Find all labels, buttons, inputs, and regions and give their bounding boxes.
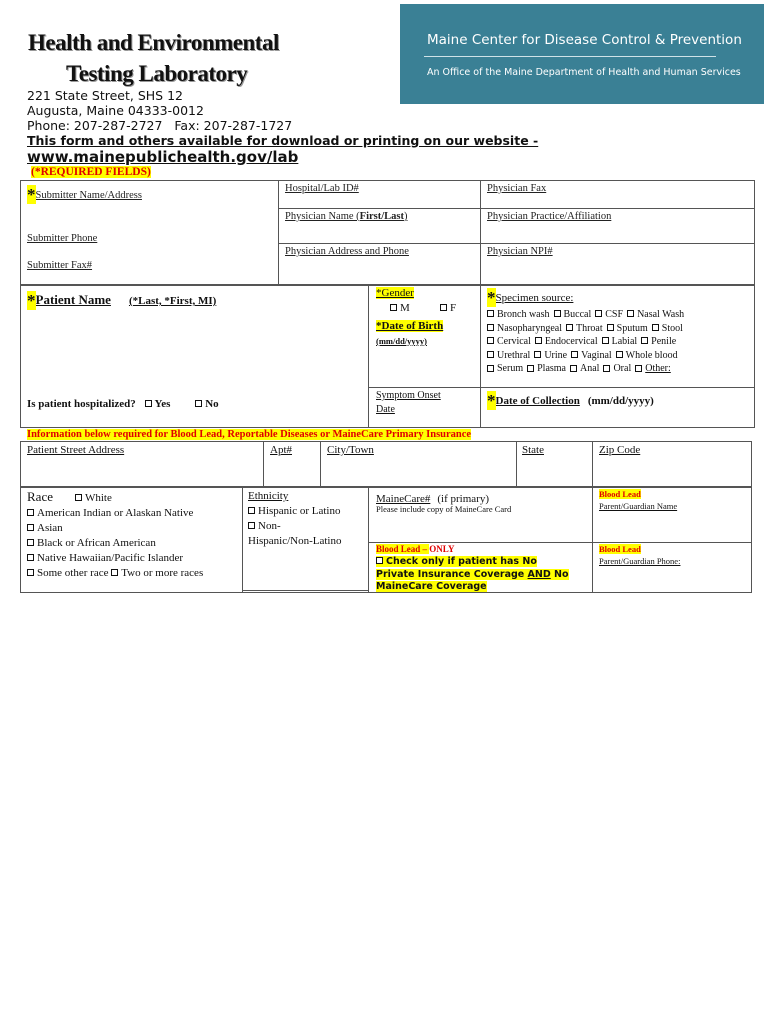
race-option[interactable]: [27, 551, 203, 566]
ethnicity-group: [248, 489, 341, 549]
physician-practice[interactable]: Physician Practice/Affiliation: [487, 211, 612, 222]
phone-fax: Phone: 207-287-2727 Fax: 207-287-1727: [27, 118, 293, 133]
race-two-or-more[interactable]: [111, 567, 203, 579]
physician-address-phone[interactable]: Physician Address and Phone: [285, 246, 409, 257]
specimen-option-label: Bronch wash: [497, 309, 550, 320]
checkbox-icon: [635, 365, 642, 372]
patient-name-hint: (*Last, *First, MI): [128, 295, 217, 307]
banner-title: Maine Center for Disease Control & Prevention: [427, 32, 742, 48]
checkbox-icon: [487, 310, 494, 317]
specimen-options: [487, 308, 752, 376]
specimen-option-label: Endocervical: [544, 336, 598, 348]
race-option-label: Black or African American: [37, 537, 156, 549]
checkbox-icon: [570, 365, 577, 372]
checkbox-icon: [652, 324, 659, 331]
specimen-option-label: Other:: [645, 363, 671, 375]
address-line2: Augusta, Maine 04333-0012: [27, 103, 204, 118]
specimen-option[interactable]: [566, 323, 603, 334]
collection-format: (mm/dd/yyyy): [587, 395, 654, 407]
race-label: Race: [27, 489, 53, 504]
blood-lead-only: [376, 544, 454, 554]
specimen-option[interactable]: [570, 363, 599, 374]
specimen-option[interactable]: [595, 309, 623, 320]
submitter-name-address[interactable]: [27, 183, 142, 203]
dob-label: *Date of Birth: [376, 320, 444, 332]
race-group: [27, 489, 203, 581]
specimen-option-label: Buccal: [563, 309, 592, 320]
race-option[interactable]: [27, 506, 203, 521]
gender-label: *Gender: [376, 287, 414, 299]
checkbox-icon: [195, 400, 202, 407]
zip-code[interactable]: Zip Code: [599, 444, 641, 456]
check-line2-and: AND: [527, 568, 551, 580]
ethnicity-label: Ethnicity: [248, 490, 289, 502]
checkbox-icon: [571, 351, 578, 358]
physician-npi[interactable]: Physician NPI#: [487, 246, 553, 257]
mainecare-hint: (if primary): [437, 493, 489, 505]
submitter-phone[interactable]: Submitter Phone: [27, 233, 98, 244]
checkbox-icon: [535, 337, 542, 344]
required-star: *: [487, 288, 496, 307]
specimen-option[interactable]: [571, 350, 612, 361]
specimen-option[interactable]: [487, 323, 562, 334]
checkbox-icon: [534, 351, 541, 358]
specimen-option-label: Stool: [661, 322, 683, 334]
required-note: (*REQUIRED FIELDS): [31, 166, 151, 178]
checkbox-icon: [487, 324, 494, 331]
physician-name[interactable]: [285, 211, 407, 222]
race-options: [27, 506, 203, 566]
specimen-label-text: Specimen source:: [495, 292, 574, 304]
city-town[interactable]: City/Town: [327, 444, 374, 456]
specimen-option[interactable]: [635, 363, 671, 374]
address-row: [20, 441, 752, 487]
lab-title-line2: Testing Laboratory: [66, 61, 248, 86]
checkbox-icon: [487, 365, 494, 372]
specimen-option-label: Oral: [613, 363, 632, 375]
physician-name-suffix: ): [403, 211, 408, 222]
ethnicity-non-hispanic[interactable]: [248, 519, 341, 534]
specimen-row: [487, 349, 752, 363]
race-option-label: Native Hawaiian/Pacific Islander: [37, 552, 183, 564]
specimen-row: [487, 308, 752, 322]
specimen-option[interactable]: [527, 363, 566, 374]
race-option-label: Asian: [37, 522, 63, 534]
ethnicity-hispanic-label: Hispanic or Latino: [258, 505, 341, 517]
specimen-option[interactable]: [534, 350, 567, 361]
checkbox-icon: [27, 569, 34, 576]
specimen-option[interactable]: [487, 350, 530, 361]
checkbox-icon: [602, 337, 609, 344]
website-link[interactable]: www.mainepublichealth.gov/lab: [27, 148, 299, 166]
specimen-option[interactable]: [554, 309, 592, 320]
checkbox-icon: [145, 400, 152, 407]
guardian-phone[interactable]: Parent/Guardian Phone:: [599, 556, 681, 566]
specimen-row: [487, 362, 752, 376]
checkbox-icon: [390, 304, 397, 311]
download-note: This form and others available for download or printing on our website -: [27, 133, 539, 148]
mainecare-note: Please include copy of MaineCare Card: [376, 504, 512, 514]
specimen-option-label: Plasma: [537, 363, 566, 375]
required-star: *: [487, 391, 496, 410]
physician-fax[interactable]: Physician Fax: [487, 183, 547, 194]
checkbox-icon: [376, 557, 383, 564]
specimen-row: [487, 335, 752, 349]
symptom-onset[interactable]: [376, 389, 441, 417]
patient-street-address[interactable]: Patient Street Address: [27, 444, 125, 456]
blood-lead-only-prefix: Blood Lead –: [376, 544, 430, 554]
checkbox-icon: [27, 554, 34, 561]
race-some-other-label: Some other race: [37, 567, 109, 579]
lab-title: Health and Environmental: [28, 30, 279, 55]
specimen-option-label: Cervical: [497, 336, 531, 348]
specimen-option[interactable]: [607, 323, 648, 334]
race-option-label: American Indian or Alaskan Native: [37, 507, 194, 519]
specimen-option-label: Nasal Wash: [637, 309, 685, 320]
specimen-row: [487, 322, 752, 336]
checkbox-icon: [641, 337, 648, 344]
address-line1: 221 State Street, SHS 12: [27, 88, 183, 103]
checkbox-icon: [440, 304, 447, 311]
checkbox-icon: [248, 522, 255, 529]
yes-label: Yes: [154, 398, 171, 410]
race-option[interactable]: [27, 521, 203, 536]
specimen-option-label: CSF: [605, 309, 624, 320]
patient-name-label: Patient Name: [35, 292, 111, 307]
checkbox-icon: [566, 324, 573, 331]
apt-number[interactable]: Apt#: [270, 444, 292, 456]
guardian-bl1: Blood Lead: [599, 489, 641, 499]
specimen-option[interactable]: [487, 363, 523, 374]
submitter-name-label: Submitter Name/Address: [35, 190, 142, 201]
specimen-option[interactable]: [652, 323, 683, 334]
checkbox-icon: [616, 351, 623, 358]
specimen-option-label: Urine: [544, 349, 568, 361]
submitter-fax[interactable]: Submitter Fax#: [27, 260, 93, 271]
specimen-option-label: Urethral: [497, 349, 531, 361]
hospitalized-no[interactable]: [195, 398, 218, 410]
no-label: No: [205, 398, 219, 410]
race-option[interactable]: [27, 536, 203, 551]
specimen-option[interactable]: [641, 336, 676, 347]
checkbox-icon: [75, 494, 82, 501]
specimen-option-label: Labial: [611, 336, 638, 348]
checkbox-icon: [487, 337, 494, 344]
symptom-onset-line2: Date: [376, 404, 395, 415]
specimen-option[interactable]: [602, 336, 638, 347]
specimen-option-label: Penile: [651, 336, 677, 348]
specimen-option[interactable]: [627, 309, 684, 320]
specimen-option[interactable]: [487, 309, 550, 320]
ethnicity-non-label: Non-: [258, 520, 281, 532]
ethnicity-non-hispanic-label: Hispanic/Non-Latino: [248, 535, 342, 547]
hospitalized-label: Is patient hospitalized?: [27, 398, 136, 410]
specimen-option-label: Serum: [497, 363, 524, 375]
blood-lead-only-word: ONLY: [429, 544, 455, 554]
check-line1: Check only if patient has No: [386, 556, 537, 567]
required-star: *: [27, 291, 36, 310]
race-two-or-more-label: Two or more races: [121, 567, 204, 579]
race-white[interactable]: [75, 492, 112, 504]
checkbox-icon: [627, 310, 634, 317]
specimen-rows: [487, 308, 752, 376]
specimen-option-label: Sputum: [616, 322, 648, 334]
collection-label: Date of Collection: [495, 395, 580, 407]
hospital-lab-id[interactable]: Hospital/Lab ID#: [285, 183, 359, 194]
specimen-option-label: Throat: [575, 322, 603, 334]
specimen-option[interactable]: [603, 363, 631, 374]
hospitalized-question: [27, 398, 219, 410]
required-star: *: [27, 185, 36, 204]
hospitalized-yes[interactable]: [145, 398, 171, 410]
guardian-name[interactable]: Parent/Guardian Name: [599, 501, 678, 511]
physician-name-prefix: Physician Name (: [285, 211, 360, 222]
specimen-option-label: Whole blood: [625, 349, 678, 361]
symptom-onset-line1: Symptom Onset: [376, 390, 441, 401]
checkbox-icon: [248, 507, 255, 514]
check-line2b: No: [550, 568, 569, 580]
no-insurance-check[interactable]: [376, 556, 569, 594]
race-some-other[interactable]: [27, 567, 108, 579]
checkbox-icon: [487, 351, 494, 358]
check-line2a: Private Insurance Coverage: [376, 568, 528, 580]
gender-m[interactable]: [390, 302, 410, 314]
patient-name[interactable]: [27, 289, 216, 309]
race-white-label: White: [84, 492, 112, 504]
checkbox-icon: [554, 310, 561, 317]
state[interactable]: State: [522, 444, 544, 456]
blood-lead-info: Information below required for Blood Lead, Reportable Diseases or MaineCare Primary Insurance: [27, 429, 472, 440]
specimen-option[interactable]: [487, 336, 531, 347]
gender-f[interactable]: [440, 302, 456, 314]
specimen-option[interactable]: [535, 336, 598, 347]
guardian-bl2: Blood Lead: [599, 544, 641, 554]
checkbox-icon: [27, 539, 34, 546]
header-banner: [400, 4, 764, 104]
checkbox-icon: [603, 365, 610, 372]
mainecare-label: MaineCare#: [376, 493, 431, 505]
specimen-option[interactable]: [616, 350, 678, 361]
gender-m-label: M: [400, 302, 410, 314]
checkbox-icon: [111, 569, 118, 576]
physician-name-bold: First/Last: [359, 211, 404, 222]
checkbox-icon: [607, 324, 614, 331]
checkbox-icon: [527, 365, 534, 372]
specimen-source-label: [487, 286, 573, 306]
specimen-option-label: Vaginal: [581, 349, 612, 361]
specimen-option-label: Nasopharyngeal: [497, 322, 562, 334]
gender-f-label: F: [450, 302, 457, 314]
banner-subtitle: An Office of the Maine Department of Health and Human Services: [427, 67, 741, 78]
ethnicity-hispanic[interactable]: [248, 504, 341, 519]
banner-rule: [424, 56, 716, 57]
checkbox-icon: [595, 310, 602, 317]
checkbox-icon: [27, 524, 34, 531]
checkbox-icon: [27, 509, 34, 516]
date-of-collection[interactable]: [487, 389, 654, 409]
check-line3: MaineCare Coverage: [376, 581, 487, 592]
specimen-option-label: Anal: [580, 363, 600, 375]
dob-format: (mm/dd/yyyy): [376, 336, 427, 346]
